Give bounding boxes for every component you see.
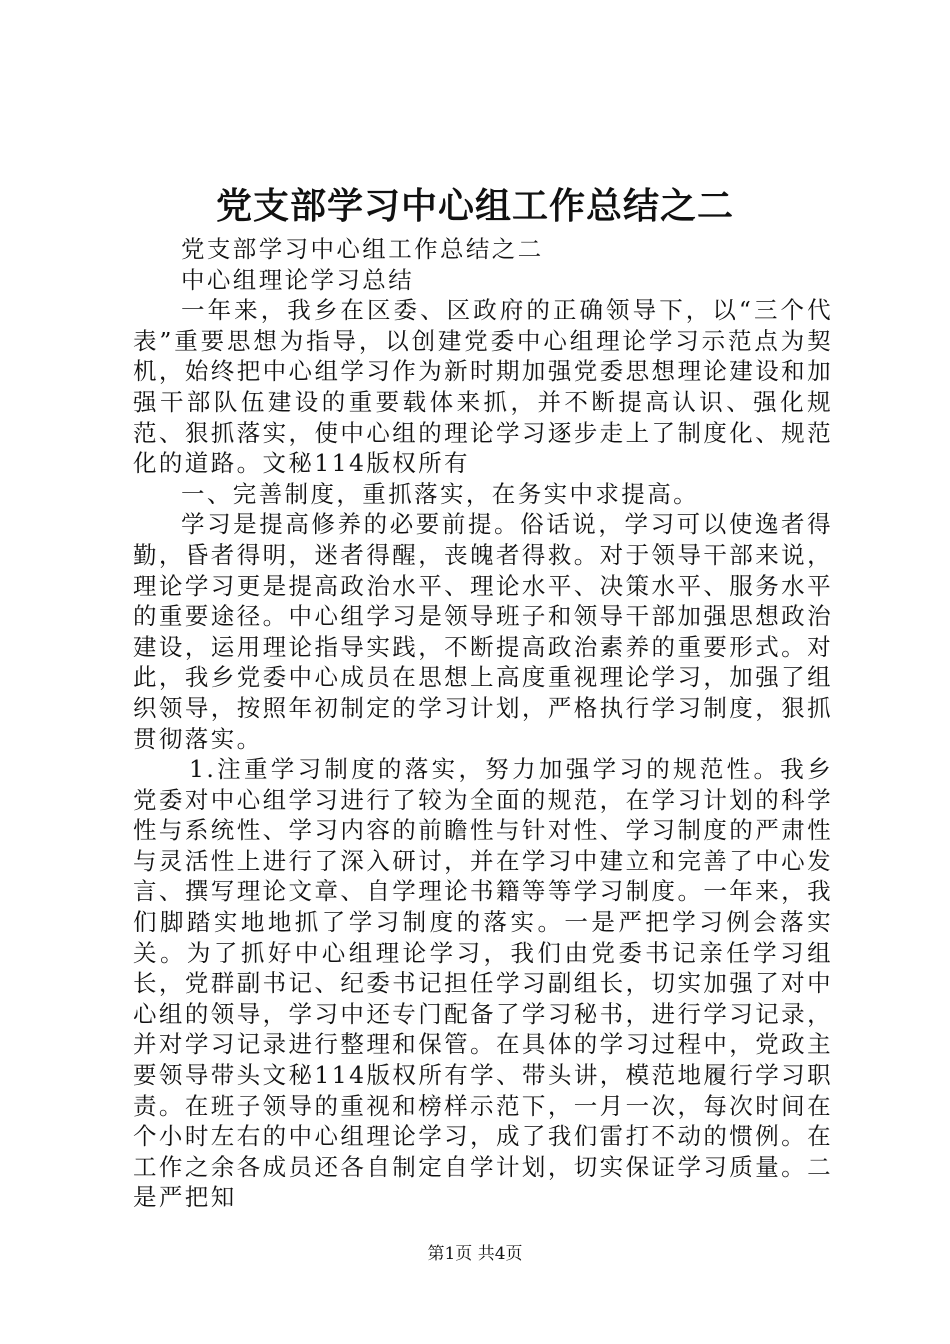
document-body bbox=[133, 234, 833, 1213]
paragraph-item-1: 1.注重学习制度的落实，努力加强学习的规范性。我乡党委对中心组学习进行了较为全面的规范，在学习计划的科学性与系统性、学习内容的前瞻性与针对性、学习制度的严肃性与灵活性上进行了深入研讨，并在学习中建立和完善了中心发言、撰写理论文章、自学理论书籍等等学习制度。一年来，我们脚踏实地地抓了学习制度的落实。一是严把学习例会落实关。为了抓好中心组理论学习，我们由党委书记亲任学习组长，党群副书记、纪委书记担任学习副组长，切实加强了对中心组的领导，学习中还专门配备了学习秘书，进行学习记录，并对学习记录进行整理和保管。在具体的学习过程中，党政主要领导带头文秘114版权所有学、带头讲，模范地履行学习职责。在班子领导的重视和榜样示范下，一月一次，每次时间在个小时左右的中心组理论学习，成了我们雷打不动的惯例。在工作之余各成员还各自制定自学计划，切实保证学习质量。二是严把知 bbox=[133, 755, 833, 1212]
page-title: 党支部学习中心组工作总结之二 bbox=[215, 185, 734, 227]
page-number-footer: 第1页 共4页 bbox=[427, 1244, 523, 1264]
paragraph-study: 学习是提高修养的必要前提。俗话说，学习可以使逸者得勤，昏者得明，迷者得醒，丧魄者得救。对于领导干部来说，理论学习更是提高政治水平、理论水平、决策水平、服务水平的重要途径。中心组学习是领导班子和领导干部加强思想政治建设，运用理论指导实践，不断提高政治素养的重要形式。对此，我乡党委中心成员在思想上高度重视理论学习，加强了组织领导，按照年初制定的学习计划，严格执行学习制度，狠抓贯彻落实。 bbox=[133, 510, 833, 753]
section-heading: 一、完善制度，重抓落实，在务实中求提高。 bbox=[181, 479, 699, 508]
paragraph-intro: 一年来，我乡在区委、区政府的正确领导下，以“三个代表”重要思想为指导，以创建党委中心组理论学习示范点为契机，始终把中心组学习作为新时期加强党委思想理论建设和加强干部队伍建设的重要载体来抓，并不断提高认识、强化规范、狠抓落实，使中心组的理论学习逐步走上了制度化、规范化的道路。文秘114版权所有 bbox=[133, 296, 833, 478]
paragraph-subtitle: 党支部学习中心组工作总结之二 bbox=[181, 235, 544, 263]
paragraph-heading: 中心组理论学习总结 bbox=[181, 265, 415, 294]
